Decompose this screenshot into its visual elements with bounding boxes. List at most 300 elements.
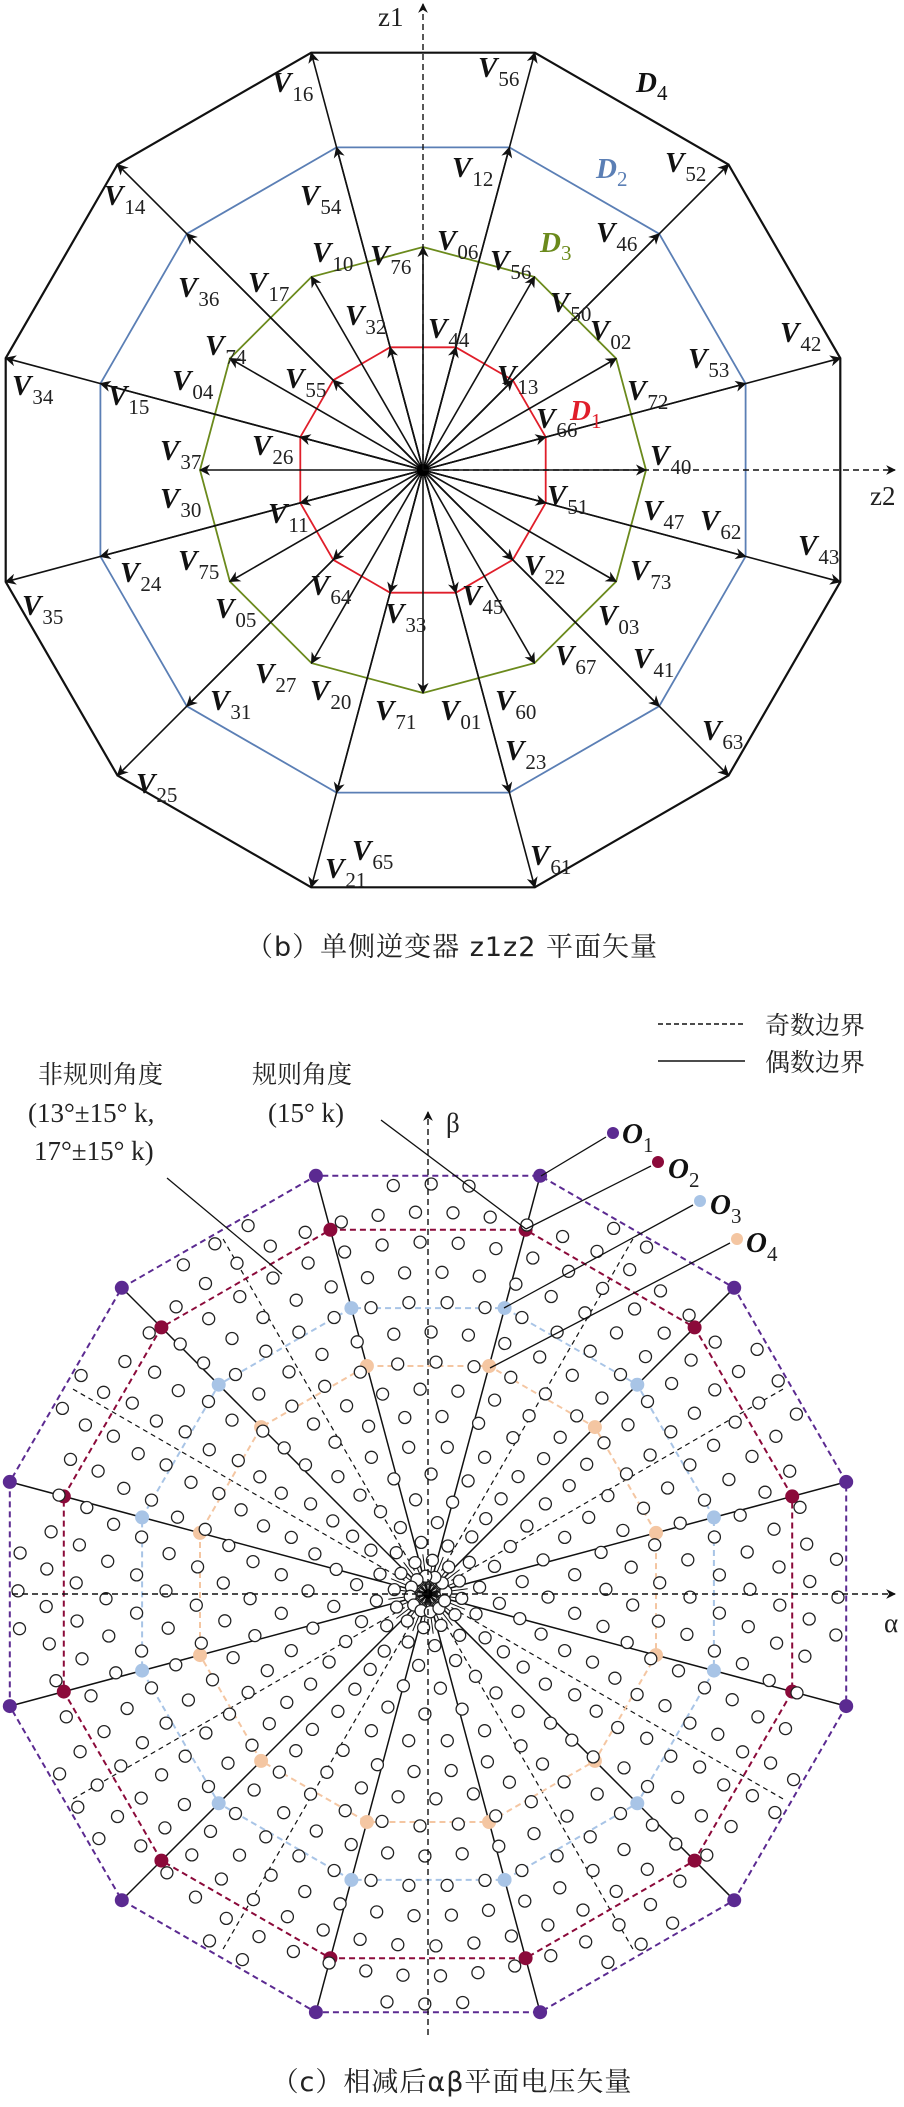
vector-point — [401, 1615, 413, 1627]
vector-point — [378, 1645, 390, 1657]
vector-label-v52: $V_{52}$ — [665, 147, 707, 186]
vector-point — [736, 1658, 748, 1670]
vector-point — [497, 1646, 509, 1658]
vector-point — [190, 1891, 202, 1903]
vector-point — [98, 1726, 110, 1738]
vector-label-v65: $V_{65}$ — [352, 835, 394, 874]
vector-label-v54: $V_{54}$ — [300, 180, 342, 219]
vector-point — [354, 1489, 366, 1501]
vector-point — [371, 1759, 383, 1771]
vector-point — [753, 1397, 765, 1409]
vector-label-v41: $V_{41}$ — [633, 643, 675, 682]
vector-point — [79, 1419, 91, 1431]
vector-label-v62: $V_{62}$ — [700, 505, 742, 544]
vector-point — [788, 1774, 800, 1786]
vector-point — [441, 1297, 453, 1309]
vector-point — [186, 1849, 198, 1861]
vector-point — [91, 1779, 103, 1791]
vector-point — [300, 1459, 312, 1471]
vector-point — [253, 1931, 265, 1943]
vector-point — [329, 1436, 341, 1448]
vector-label-v33: $V_{33}$ — [385, 598, 427, 637]
odd-boundary-line — [223, 1239, 428, 1594]
vector-point — [516, 1312, 528, 1324]
vector-point — [281, 1911, 293, 1923]
vector-label-v42: $V_{42}$ — [780, 317, 822, 356]
vector-point — [695, 1810, 707, 1822]
vector-point — [774, 1599, 786, 1611]
vector-label-v73: $V_{73}$ — [630, 555, 672, 594]
vector-point — [349, 1683, 361, 1695]
vector-point — [98, 1386, 110, 1398]
vector-point — [112, 1811, 124, 1823]
vector-point — [419, 1708, 431, 1720]
vector-point — [577, 1904, 589, 1916]
vector-point — [275, 1607, 287, 1619]
vector-point — [290, 1745, 302, 1757]
vector-point — [236, 1954, 248, 1966]
vector-point — [640, 1351, 652, 1363]
vector-point — [160, 1585, 172, 1597]
vector-point — [178, 1799, 190, 1811]
vector-point — [162, 1622, 174, 1634]
vector-point — [769, 1807, 781, 1819]
vector-point — [93, 1833, 105, 1845]
vector-point — [185, 1476, 197, 1488]
vector-point — [489, 1394, 501, 1406]
vector-point — [249, 1630, 261, 1642]
vector-point — [674, 1875, 686, 1887]
vector-point — [554, 1431, 566, 1443]
even-boundary-line — [428, 1482, 846, 1594]
vector-point — [392, 1791, 404, 1803]
vector-point — [490, 1810, 502, 1822]
vector-point — [645, 1653, 657, 1665]
vector-point — [456, 1703, 468, 1715]
vector-point — [559, 1645, 571, 1657]
vector-point — [377, 1388, 389, 1400]
vector-label-v06: $V_{06}$ — [437, 225, 479, 264]
vector-point — [126, 1397, 138, 1409]
even-boundary-line — [428, 1594, 540, 2012]
vector-point — [551, 1850, 563, 1862]
vector-point — [150, 1415, 162, 1427]
vector-point — [306, 1723, 318, 1735]
vector-point — [667, 1917, 679, 1929]
vector-point — [621, 1637, 633, 1649]
vector-point — [403, 1879, 415, 1891]
vector-point — [131, 1607, 143, 1619]
vector-point — [431, 1517, 443, 1529]
irregular-angle-title: 非规则角度 — [38, 1060, 164, 1089]
vector-label-v36: $V_{36}$ — [178, 272, 220, 311]
vector-point — [419, 1998, 431, 2010]
vector-point — [470, 1608, 482, 1620]
vector-point — [73, 1539, 85, 1551]
vector-point — [443, 1561, 455, 1573]
vector-point — [260, 1345, 272, 1357]
vector-point — [43, 1638, 55, 1650]
vector-label-v02: $V_{02}$ — [590, 315, 632, 354]
vector-point — [340, 1636, 352, 1648]
vector-point — [512, 1471, 524, 1483]
vector-point — [293, 1850, 305, 1862]
vector-label-v23: $V_{23}$ — [505, 735, 547, 774]
vector-point — [261, 1665, 273, 1677]
vector-point — [528, 1828, 540, 1840]
vector-label-v43: $V_{43}$ — [798, 530, 840, 569]
vector-label-v27: $V_{27}$ — [255, 658, 297, 697]
vector-point — [203, 1313, 215, 1325]
vertex-dot-o1 — [115, 1893, 129, 1907]
vector-point — [641, 1732, 653, 1744]
vector-point — [429, 1640, 441, 1652]
vector-point — [490, 1243, 502, 1255]
vector-point — [587, 1865, 599, 1877]
vector-point — [583, 1511, 595, 1523]
vector-label-v75: $V_{75}$ — [178, 545, 220, 584]
vector-point — [611, 1327, 623, 1339]
vector-point — [539, 1388, 551, 1400]
vector-point — [75, 1370, 87, 1382]
vector-point — [558, 1776, 570, 1788]
vector-point — [768, 1523, 780, 1535]
vector-point — [382, 1701, 394, 1713]
vector-label-v72: $V_{72}$ — [627, 375, 669, 414]
vector-point — [337, 1744, 349, 1756]
vector-point — [468, 1361, 480, 1373]
regular-angle-line1: (15° k) — [268, 1098, 345, 1128]
vector-point — [339, 1805, 351, 1817]
vector-point — [613, 1919, 625, 1931]
vector-point — [281, 1696, 293, 1708]
vector-point — [569, 1569, 581, 1581]
vector-point — [146, 1494, 158, 1506]
vector-point — [332, 1705, 344, 1717]
vector-point — [425, 1468, 437, 1480]
label-d4: $D_4$ — [636, 67, 668, 105]
vector-point — [737, 1746, 749, 1758]
vector-point — [479, 1451, 491, 1463]
vector-point — [516, 1865, 528, 1877]
vector-point — [72, 1801, 84, 1813]
vector-point — [40, 1601, 52, 1613]
vector-point — [635, 1938, 647, 1950]
vector-point — [542, 1591, 554, 1603]
vector-point — [473, 1417, 485, 1429]
vector-point — [65, 1453, 77, 1465]
vector-point — [135, 1840, 147, 1852]
vector-label-v21: $V_{21}$ — [325, 853, 367, 892]
vector-point — [622, 1419, 634, 1431]
vector-point — [419, 1850, 431, 1862]
vector-point — [381, 1996, 393, 2008]
vector-point — [365, 1874, 377, 1886]
vector-point — [734, 1509, 746, 1521]
vector-point — [746, 1790, 758, 1802]
vector-point — [309, 1548, 321, 1560]
vector-label-v50: $V_{50}$ — [550, 287, 592, 326]
vector-label-v67: $V_{67}$ — [555, 640, 597, 679]
vector-point — [771, 1637, 783, 1649]
vertex-dot-o3 — [630, 1796, 644, 1810]
vertex-dot-o1 — [533, 2005, 547, 2019]
vector-point — [334, 1898, 346, 1910]
vector-point — [408, 1910, 420, 1922]
vector-point — [801, 1538, 813, 1550]
vertex-dot-o1 — [115, 1281, 129, 1295]
vertex-dot-o3 — [135, 1664, 149, 1678]
vector-point — [495, 1493, 507, 1505]
vector-point — [746, 1450, 758, 1462]
vertex-dot-o4 — [360, 1815, 374, 1829]
vector-point — [230, 1808, 242, 1820]
vector-point — [581, 1458, 593, 1470]
vector-point — [447, 1207, 459, 1219]
vector-point — [70, 1577, 82, 1589]
vector-label-v44: $V_{44}$ — [428, 313, 470, 352]
vector-point — [699, 1682, 711, 1694]
vector-point — [230, 1369, 242, 1381]
vector-point — [354, 1933, 366, 1945]
vertex-dot-o3 — [212, 1378, 226, 1392]
vector-point — [493, 1597, 505, 1609]
vector-point — [596, 1392, 608, 1404]
vector-point — [551, 1326, 563, 1338]
vector-point — [584, 1345, 596, 1357]
vector-point — [278, 1442, 290, 1454]
vector-point — [325, 1281, 337, 1293]
vector-point — [335, 1216, 347, 1228]
vector-point — [523, 1410, 535, 1422]
vector-point — [263, 1718, 275, 1730]
vector-point — [174, 1338, 186, 1350]
vector-point — [804, 1576, 816, 1588]
vector-point — [265, 1869, 277, 1881]
vector-point — [521, 1520, 533, 1532]
vertex-dot-o1 — [533, 1169, 547, 1183]
vector-point — [708, 1439, 720, 1451]
vector-point — [479, 1874, 491, 1886]
vector-point — [612, 1722, 624, 1734]
vector-point — [625, 1561, 637, 1573]
vector-point — [388, 1328, 400, 1340]
vector-point — [234, 1291, 246, 1303]
vector-point — [219, 1615, 231, 1627]
vector-label-v55: $V_{55}$ — [285, 363, 327, 402]
vector-point — [146, 1682, 158, 1694]
vertex-dot-o1 — [839, 1475, 853, 1489]
vector-point — [213, 1488, 225, 1500]
vector-point — [741, 1546, 753, 1558]
vector-point — [54, 1768, 66, 1780]
vector-point — [60, 1711, 72, 1723]
vector-point — [527, 1252, 539, 1264]
vector-point — [390, 1547, 402, 1559]
vector-point — [381, 1620, 393, 1632]
vector-point — [235, 1504, 247, 1516]
vector-point — [654, 1577, 666, 1589]
vector-point — [597, 1282, 609, 1294]
vector-point — [132, 1448, 144, 1460]
legend-dot-o2 — [652, 1156, 664, 1168]
vector-label-v31: $V_{31}$ — [210, 685, 252, 724]
vector-point — [452, 1818, 464, 1830]
vector-point — [480, 1513, 492, 1525]
vector-point — [394, 1522, 406, 1534]
vector-point — [505, 1371, 517, 1383]
vector-point — [387, 1180, 399, 1192]
vector-point — [257, 1312, 269, 1324]
vector-point — [110, 1667, 122, 1679]
vector-point — [701, 1849, 713, 1861]
vector-point — [332, 1471, 344, 1483]
vector-point — [74, 1746, 86, 1758]
vector-point — [608, 1222, 620, 1234]
vector-point — [713, 1569, 725, 1581]
vector-point — [267, 1272, 279, 1284]
vector-point — [195, 1637, 207, 1649]
vector-point — [525, 1796, 537, 1808]
figure-c-caption: （c）相减后αβ平面电压矢量 — [271, 2067, 633, 2098]
vector-point — [723, 1474, 735, 1486]
vector-point — [217, 1577, 229, 1589]
vector-point — [107, 1430, 119, 1442]
vector-label-v40: $V_{40}$ — [650, 440, 692, 479]
beta-axis-label: β — [446, 1108, 460, 1138]
vector-point — [321, 1766, 333, 1778]
vector-point — [490, 1687, 502, 1699]
vector-point — [554, 1882, 566, 1894]
vector-point — [156, 1769, 168, 1781]
vector-point — [435, 1619, 447, 1631]
vector-point — [136, 1531, 148, 1543]
vector-point — [709, 1384, 721, 1396]
vector-point — [226, 1333, 238, 1345]
vector-label-v66: $V_{66}$ — [536, 403, 578, 442]
vector-label-v30: $V_{30}$ — [160, 483, 202, 522]
vector-point — [160, 1459, 172, 1471]
vector-label-v46: $V_{46}$ — [596, 217, 638, 256]
vector-point — [597, 1620, 609, 1632]
label-o4: $O_4$ — [746, 1227, 778, 1266]
vector-point — [519, 1895, 531, 1907]
vector-point — [780, 1723, 792, 1735]
vertex-dot-o1 — [3, 1475, 17, 1489]
vector-point — [580, 1936, 592, 1948]
vector-point — [587, 1751, 599, 1763]
vector-point — [341, 1400, 353, 1412]
vector-point — [713, 1607, 725, 1619]
vector-point — [170, 1659, 182, 1671]
vector-label-v34: $V_{34}$ — [12, 370, 54, 409]
vector-point — [658, 1327, 670, 1339]
vector-point — [510, 1278, 522, 1290]
vector-point — [507, 1432, 519, 1444]
vector-point — [399, 1267, 411, 1279]
vector-point — [223, 1540, 235, 1552]
vector-point — [257, 1425, 269, 1437]
vector-point — [172, 1511, 184, 1523]
vector-point — [682, 1554, 694, 1566]
label-d3: $D_3$ — [540, 227, 572, 265]
vector-point — [376, 1239, 388, 1251]
vector-label-v03: $V_{03}$ — [598, 600, 640, 639]
vector-point — [305, 1498, 317, 1510]
leader-o1 — [541, 1137, 606, 1176]
vector-point — [425, 1178, 437, 1190]
vector-point — [50, 1675, 62, 1687]
vector-point — [170, 1301, 182, 1313]
vector-label-v24: $V_{24}$ — [120, 557, 162, 596]
vector-point — [674, 1517, 686, 1529]
vector-point — [587, 1656, 599, 1668]
label-o1: $O_1$ — [622, 1118, 654, 1157]
vector-point — [652, 1615, 664, 1627]
vector-point — [414, 1820, 426, 1832]
vector-point — [317, 1924, 329, 1936]
z1-axis-label: z1 — [378, 2, 404, 32]
vector-point — [794, 1501, 806, 1513]
vector-point — [659, 1700, 671, 1712]
vector-point — [382, 1847, 394, 1859]
vector-point — [615, 1808, 627, 1820]
vector-point — [466, 1531, 478, 1543]
vector-point — [397, 1969, 409, 1981]
vector-point — [199, 1523, 211, 1535]
vertex-dot-o3 — [707, 1664, 721, 1678]
vector-label-v04: $V_{04}$ — [172, 365, 214, 404]
vector-point — [672, 1791, 684, 1803]
vector-point — [370, 1595, 382, 1607]
vector-point — [260, 1831, 272, 1843]
vector-point — [115, 1760, 127, 1772]
vector-point — [45, 1526, 57, 1538]
vector-point — [830, 1629, 842, 1641]
vector-point — [595, 1546, 607, 1558]
vector-point — [445, 1765, 457, 1777]
vector-point — [479, 1302, 491, 1314]
vector-point — [434, 1682, 446, 1694]
vector-point — [200, 1727, 212, 1739]
vector-point — [684, 1717, 696, 1729]
vector-point — [770, 1430, 782, 1442]
vertex-dot-o2 — [57, 1685, 71, 1699]
vector-point — [493, 1840, 505, 1852]
vector-point — [397, 1680, 409, 1692]
vector-point — [559, 1531, 571, 1543]
vector-point — [135, 1792, 147, 1804]
vector-point — [610, 1885, 622, 1897]
vector-label-v76: $V_{76}$ — [370, 240, 412, 279]
vector-point — [246, 1739, 258, 1751]
vector-point — [642, 1396, 654, 1408]
vector-point — [641, 1863, 653, 1875]
vector-point — [275, 1569, 287, 1581]
vector-point — [362, 1272, 374, 1284]
vector-point — [224, 1708, 236, 1720]
vector-point — [392, 1939, 404, 1951]
vector-point — [227, 1652, 239, 1664]
vector-point — [248, 1784, 260, 1796]
vector-point — [365, 1302, 377, 1314]
vector-point — [665, 1426, 677, 1438]
label-o2: $O_2$ — [668, 1153, 700, 1192]
vector-point — [799, 1650, 811, 1662]
vector-point — [209, 1238, 221, 1250]
vector-point — [515, 1740, 527, 1752]
vector-point — [319, 1380, 331, 1392]
